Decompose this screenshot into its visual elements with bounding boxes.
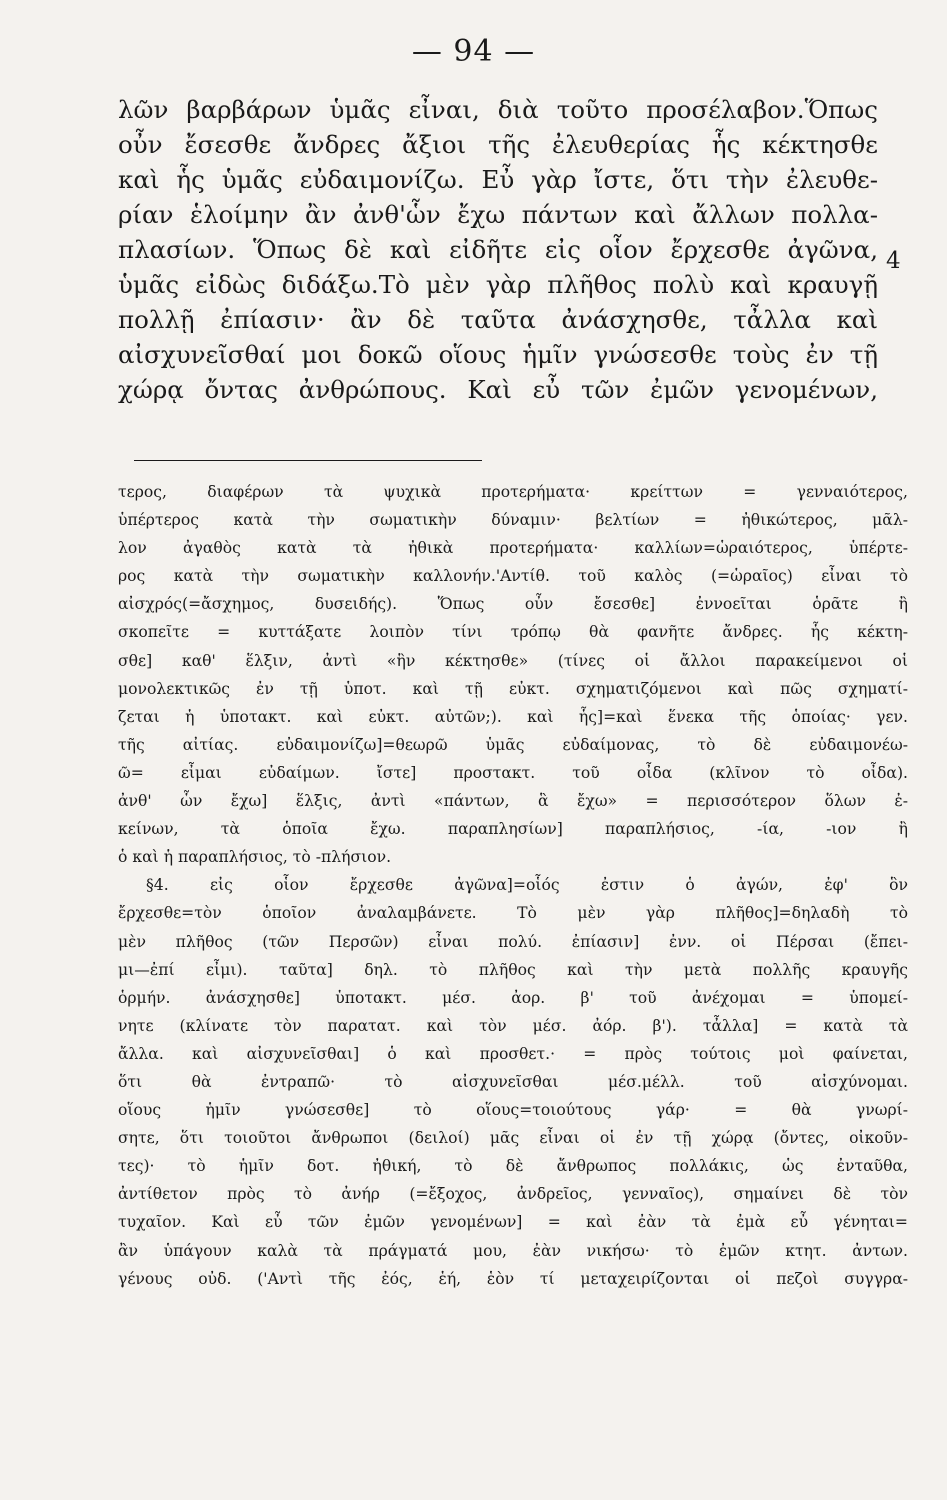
note-line: γένους οὐδ. ('Αντὶ τῆς ἐός, ἑή, ἑὸν τί μεταχειρίζονται οἱ πεζοὶ συγγρα- (118, 1269, 908, 1288)
note-line: μὲν πλῆθος (τῶν Περσῶν) εἶναι πολύ. ἐπίασιν] ἐνν. οἱ Πέρσαι (ἔπει- (118, 932, 908, 951)
main-text-line: πλασίων. Ὅπως δὲ καὶ εἰδῆτε εἰς οἷον ἔρχεσθε ἀγῶνα, (118, 235, 878, 264)
note-line: ὅτι θὰ ἐντραπῶ· τὸ αἰσχυνεῖσθαι μέσ.μέλλ. τοῦ αἰσχύνομαι. (118, 1072, 908, 1091)
main-text-line: καὶ ἧς ὑμᾶς εὐδαιμονίζω. Εὖ γὰρ ἴστε, ὅτι τὴν ἐλευθε- (118, 165, 878, 194)
main-text-line: οὖν ἔσεσθε ἄνδρες ἄξιοι τῆς ἐλευθερίας ἧς κέκτησθε (118, 130, 878, 159)
note-line: τερος, διαφέρων τὰ ψυχικὰ προτερήματα· κρείττων = γενναιότερος, (118, 483, 908, 501)
note-line: τῆς αἰτίας. εὐδαιμονίζω]=θεωρῶ ὑμᾶς εὐδαίμονας, τὸ δὲ εὐδαιμονέω- (118, 735, 908, 754)
note-line: νητε (κλίνατε τὸν παρατατ. καὶ τὸν μέσ. ἀόρ. β'). τἆλλα] = κατὰ τὰ (118, 1016, 908, 1035)
page-number: — 94 — (411, 34, 536, 69)
note-line: ἀνθ' ὧν ἔχω] ἕλξις, ἀντὶ «πάντων, ἃ ἔχω» = περισσότερον ὅλων ἐ- (118, 792, 908, 811)
main-text (118, 92, 878, 407)
main-text-line: πολλῇ ἐπίασιν· ἂν δὲ ταῦτα ἀνάσχησθε, τἆλλα καὶ (118, 305, 878, 334)
note-line: ὑπέρτερος κατὰ τὴν σωματικὴν δύναμιν· βελτίων = ἠθικώτερος, μᾶλ- (118, 511, 908, 530)
note-line: μονολεκτικῶς ἐν τῇ ὑποτ. καὶ τῇ εὐκτ. σχηματιζόμενοι καὶ πῶς σχηματί- (118, 679, 908, 698)
main-text-line: αἰσχυνεῖσθαί μοι δοκῶ οἵους ἡμῖν γνώσεσθε τοὺς ἐν τῇ (118, 340, 878, 369)
main-text-line: λῶν βαρβάρων ὑμᾶς εἶναι, διὰ τοῦτο προσέλαβον.Ὅπως (118, 95, 878, 124)
note-line: αἰσχρός(=ἄσχημος, δυσειδής). Ὅπως οὖν ἔσεσθε] ἐννοεῖται ὁρᾶτε ἢ (118, 595, 908, 614)
note-line: ἄλλα. καὶ αἰσχυνεῖσθαι] ὁ καὶ προσθετ.· = πρὸς τούτοις μοὶ φαίνεται, (118, 1044, 908, 1063)
note-line: ἔρχεσθε=τὸν ὁποῖον ἀναλαμβάνετε. Τὸ μὲν γὰρ πλῆθος]=δηλαδὴ τὸ (118, 904, 908, 923)
note-line: ὁ καὶ ἡ παραπλήσιος, τὸ -πλήσιον. (118, 848, 392, 867)
main-text-line: ὑμᾶς εἰδὼς διδάξω.Τὸ μὲν γὰρ πλῆθος πολὺ καὶ κραυγῇ (118, 270, 878, 299)
note-line: ἀντίθετον πρὸς τὸ ἀνήρ (=ἔξοχος, ἀνδρεῖος, γενναῖος), σημαίνει δὲ τὸν (118, 1185, 908, 1204)
note-line: §4. εἰς οἷον ἔρχεσθε ἀγῶνα]=οἷός ἐστιν ὁ ἀγών, ἐφ' ὃν (146, 876, 908, 895)
footnote-divider (134, 460, 482, 461)
note-line: ὁρμήν. ἀνάσχησθε] ὑποτακτ. μέσ. ἀορ. β' τοῦ ἀνέχομαι = ὑπομεί- (118, 988, 908, 1007)
note-line: σθε] καθ' ἕλξιν, ἀντὶ «ἣν κέκτησθε» (τίνες οἱ ἄλλοι παρακείμενοι οἱ (118, 651, 908, 670)
note-line: ἂν ὑπάγουν καλὰ τὰ πράγματά μου, ἐὰν νικήσω· τὸ ἐμῶν κτητ. ἀντων. (118, 1241, 908, 1260)
note-line: λον ἀγαθὸς κατὰ τὰ ἠθικὰ προτερήματα· καλλίων=ὡραιότερος, ὑπέρτε- (118, 539, 908, 558)
main-text-line: ρίαν ἑλοίμην ἂν ἀνθ'ὧν ἔχω πάντων καὶ ἄλλων πολλα- (118, 200, 878, 229)
note-line: σητε, ὅτι τοιοῦτοι ἄνθρωποι (δειλοί) μᾶς εἶναι οἱ ἐν τῇ χώρᾳ (ὄντες, οἰκοῦν- (118, 1129, 908, 1148)
margin-section-number: 4 (886, 248, 901, 274)
note-line: τες)· τὸ ἡμῖν δοτ. ἠθική, τὸ δὲ ἄνθρωπος πολλάκις, ὡς ἐνταῦθα, (118, 1157, 908, 1176)
note-line: κείνων, τὰ ὁποῖα ἔχω. παραπλησίων] παραπλήσιος, -ία, -ιον ἢ (118, 820, 908, 839)
note-line: οἵους ἡμῖν γνώσεσθε] τὸ οἵους=τοιούτους γάρ· = θὰ γνωρί- (118, 1101, 908, 1120)
note-line: ῶ= εἶμαι εὐδαίμων. ἴστε] προστακτ. τοῦ οἶδα (κλῖνον τὸ οἶδα). (118, 763, 908, 782)
note-line: σκοπεῖτε = κυττάξατε λοιπὸν τίνι τρόπῳ θὰ φανῆτε ἄνδρες. ἧς κέκτη- (118, 623, 908, 642)
note-line: τυχαῖον. Καὶ εὖ τῶν ἐμῶν γενομένων] = καὶ ἐὰν τὰ ἐμὰ εὖ γένηται= (118, 1213, 908, 1232)
note-line: ρος κατὰ τὴν σωματικὴν καλλονήν.'Αντίθ. τοῦ καλὸς (=ὡραῖος) εἶναι τὸ (118, 567, 908, 586)
note-line: ζεται ἡ ὑποτακτ. καὶ εὐκτ. αὐτῶν;). καὶ ἧς]=καὶ ἕνεκα τῆς ὁποίας· γεν. (118, 707, 908, 726)
main-text-line: χώρᾳ ὄντας ἀνθρώπους. Καὶ εὖ τῶν ἐμῶν γενομένων, (118, 375, 878, 404)
note-line: μι—ἐπί εἶμι). ταῦτα] δηλ. τὸ πλῆθος καὶ τὴν μετὰ πολλῆς κραυγῆς (118, 960, 908, 979)
footnotes (118, 478, 908, 1293)
